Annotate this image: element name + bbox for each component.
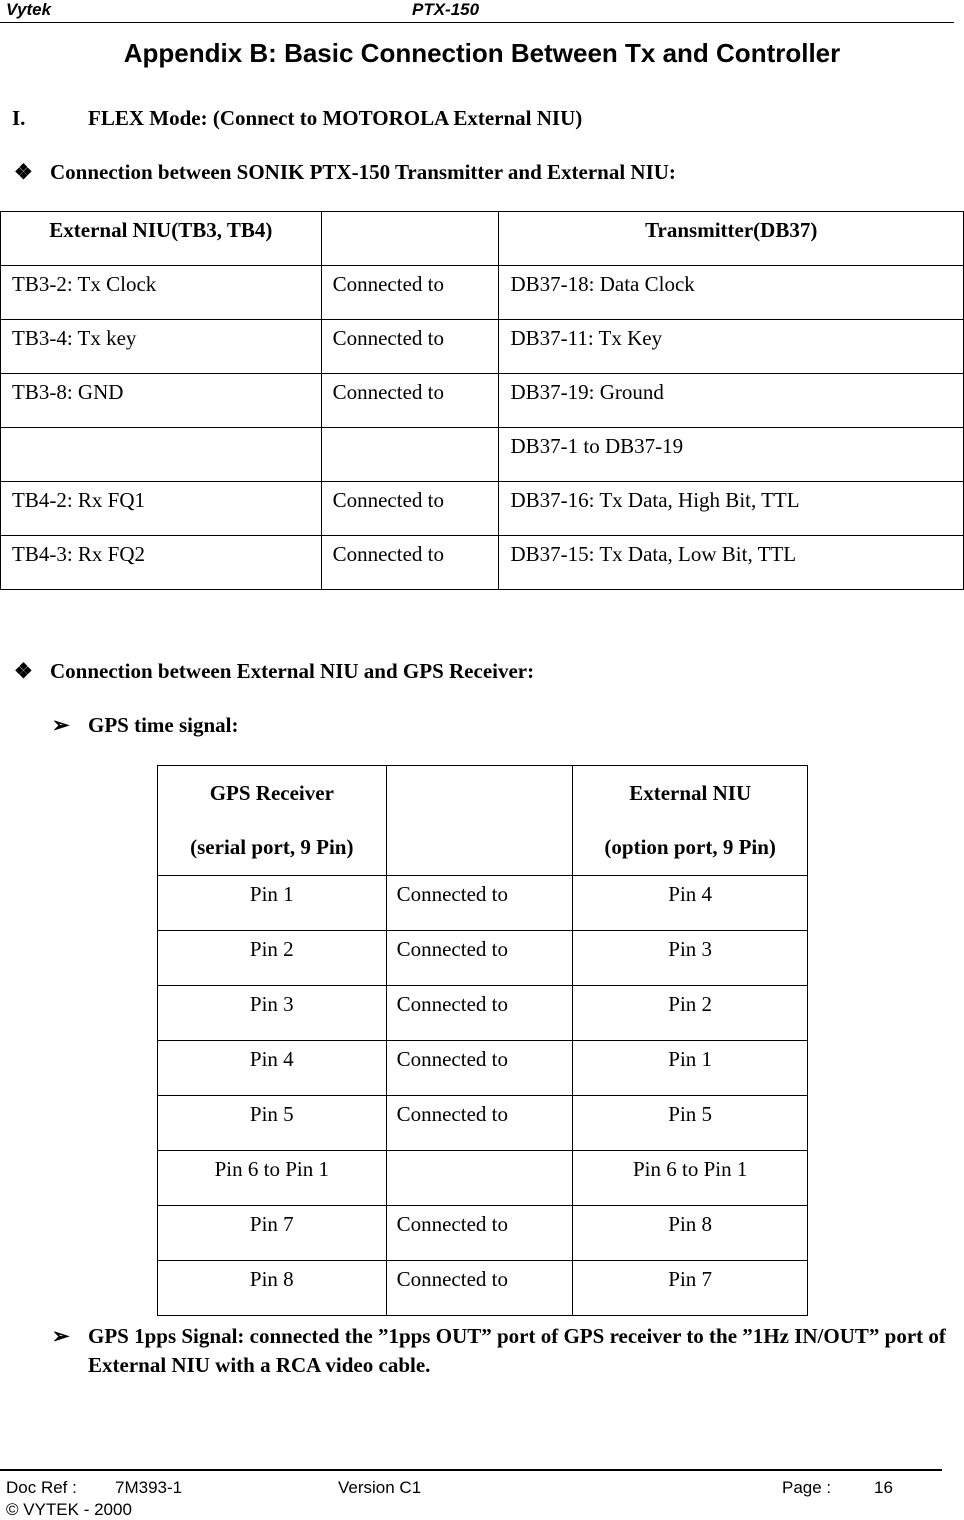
table-cell: Pin 3: [573, 931, 808, 986]
table-cell: DB37-1 to DB37-19: [499, 428, 964, 482]
table-cell: Pin 8: [573, 1206, 808, 1261]
table-cell: Connected to: [386, 1041, 573, 1096]
table-header-cell: External NIU(TB3, TB4): [1, 212, 322, 266]
table-cell: Connected to: [386, 931, 573, 986]
table-cell: Connected to: [321, 266, 499, 320]
bullet-tx-niu: [14, 160, 676, 185]
sub-bullet-gps-time: [52, 713, 239, 738]
section-heading: [12, 106, 582, 131]
table-cell: Pin 5: [158, 1096, 387, 1151]
header-brand: Vytek: [6, 0, 52, 19]
table-cell: TB3-4: Tx key: [1, 320, 322, 374]
table-row: [158, 876, 808, 931]
table-cell: Connected to: [321, 536, 499, 590]
table-row: [158, 986, 808, 1041]
header-line-1: External NIU: [629, 781, 752, 805]
header-line-2: (serial port, 9 Pin): [190, 835, 354, 859]
page-footer: [0, 1469, 942, 1519]
page-label: Page :: [782, 1478, 832, 1497]
table-cell: Pin 1: [158, 876, 387, 931]
table-cell: [321, 428, 499, 482]
table-header-row: [1, 212, 964, 266]
table-cell: Connected to: [386, 876, 573, 931]
table-header-cell: [158, 766, 387, 876]
table-cell: Pin 4: [158, 1041, 387, 1096]
table-row: [158, 1206, 808, 1261]
table-header-cell: [321, 212, 499, 266]
arrow-bullet-icon: ➢: [52, 713, 70, 737]
bullet-text: Connection between External NIU and GPS Receiver:: [50, 659, 535, 683]
table-cell: Pin 2: [158, 931, 387, 986]
section-number: I.: [12, 106, 26, 130]
table-cell: Connected to: [321, 374, 499, 428]
page-title: Appendix B: Basic Connection Between Tx and Controller: [123, 38, 841, 68]
table-header-cell: Transmitter(DB37): [499, 212, 964, 266]
version-label: Version C1: [338, 1478, 422, 1497]
table-cell: Pin 8: [158, 1261, 387, 1316]
table-row: [1, 482, 964, 536]
header-line-1: GPS Receiver: [209, 781, 334, 805]
table-row: [1, 428, 964, 482]
table-cell: TB4-3: Rx FQ2: [1, 536, 322, 590]
table-cell: TB3-8: GND: [1, 374, 322, 428]
table-cell: Connected to: [386, 986, 573, 1041]
table-cell: DB37-11: Tx Key: [499, 320, 964, 374]
doc-ref-value: 7M393-1: [115, 1478, 183, 1497]
header-line-2: (option port, 9 Pin): [604, 835, 776, 859]
table-cell: DB37-19: Ground: [499, 374, 964, 428]
table-cell: [1, 428, 322, 482]
sub-bullet-text: GPS 1pps Signal: connected the ”1pps OUT” port of GPS receiver to the ”1Hz IN/OUT” port of External NIU with a RCA video cable.: [88, 1324, 946, 1377]
table-cell: Pin 5: [573, 1096, 808, 1151]
gps-niu-table: [157, 765, 808, 1316]
table-cell: Connected to: [386, 1096, 573, 1151]
table-cell: Pin 4: [573, 876, 808, 931]
table-cell: Connected to: [321, 482, 499, 536]
table-row: [158, 1151, 808, 1206]
page-number: 16: [874, 1478, 893, 1497]
table-cell: Pin 2: [573, 986, 808, 1041]
diamond-bullet-icon: ❖: [14, 160, 33, 184]
table-cell: Connected to: [321, 320, 499, 374]
table-header-cell: [386, 766, 573, 876]
table-cell: DB37-15: Tx Data, Low Bit, TTL: [499, 536, 964, 590]
copyright: © VYTEK - 2000: [6, 1500, 132, 1519]
page-header: [0, 0, 954, 23]
sub-bullet-text: GPS time signal:: [88, 713, 239, 737]
table-row: [158, 931, 808, 986]
doc-ref-label: Doc Ref :: [6, 1478, 77, 1497]
arrow-bullet-icon: ➢: [52, 1324, 70, 1348]
table-row: [158, 1096, 808, 1151]
table-header-cell: [573, 766, 808, 876]
table-cell: Pin 6 to Pin 1: [573, 1151, 808, 1206]
tx-niu-table: [0, 211, 964, 590]
table-row: [158, 1041, 808, 1096]
table-cell: Pin 1: [573, 1041, 808, 1096]
bullet-niu-gps: [14, 659, 534, 684]
diamond-bullet-icon: ❖: [14, 659, 33, 683]
table-cell: DB37-18: Data Clock: [499, 266, 964, 320]
table-row: [1, 320, 964, 374]
table-cell: [386, 1151, 573, 1206]
table-cell: TB3-2: Tx Clock: [1, 266, 322, 320]
table-row: [1, 536, 964, 590]
sub-bullet-gps-1pps: [52, 1322, 952, 1380]
header-product: PTX-150: [412, 0, 480, 19]
table-cell: DB37-16: Tx Data, High Bit, TTL: [499, 482, 964, 536]
table-row: [1, 374, 964, 428]
table-cell: TB4-2: Rx FQ1: [1, 482, 322, 536]
table-row: [1, 266, 964, 320]
table-cell: Connected to: [386, 1206, 573, 1261]
bullet-text: Connection between SONIK PTX-150 Transmitter and External NIU:: [50, 160, 676, 184]
table-cell: Pin 3: [158, 986, 387, 1041]
table-header-row: [158, 766, 808, 876]
table-cell: Pin 7: [573, 1261, 808, 1316]
table-row: [158, 1261, 808, 1316]
table-cell: Pin 7: [158, 1206, 387, 1261]
table-cell: Pin 6 to Pin 1: [158, 1151, 387, 1206]
section-text: FLEX Mode: (Connect to MOTOROLA External NIU): [88, 106, 583, 130]
table-cell: Connected to: [386, 1261, 573, 1316]
